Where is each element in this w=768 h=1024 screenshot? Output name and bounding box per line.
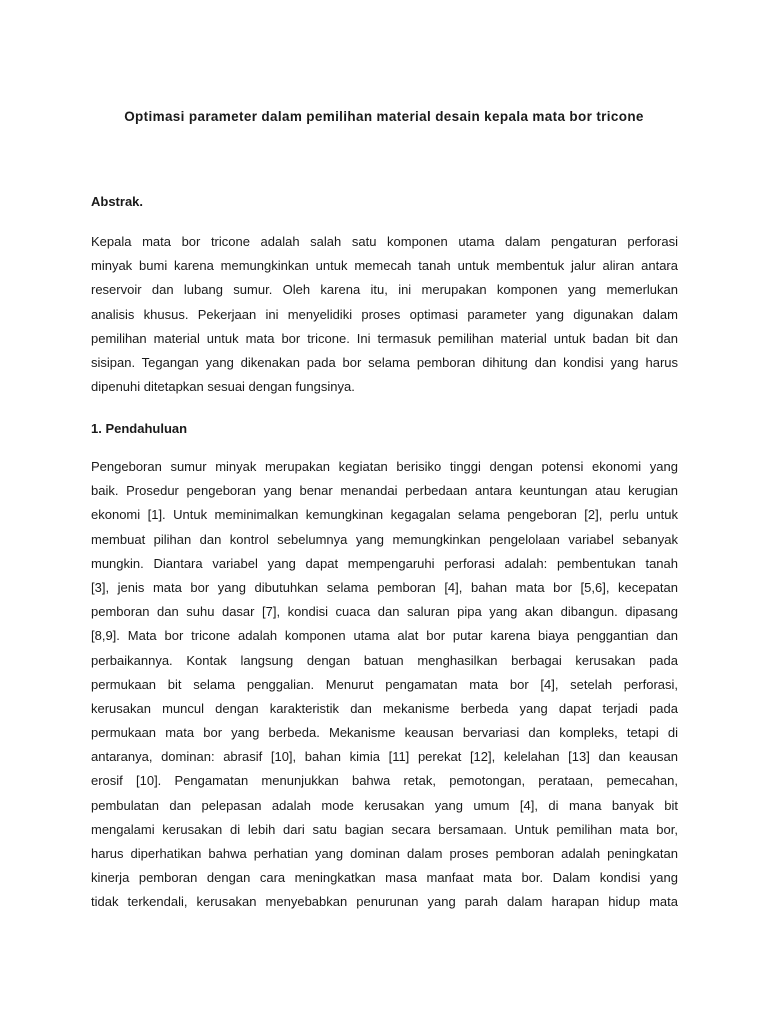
text-line: tidak terkendali, kerusakan menyebabkan penurunan yang parah dalam harapan hidup mata bbox=[91, 894, 678, 910]
text-line: dipenuhi ditetapkan sesuai dengan fungsinya. bbox=[91, 379, 355, 395]
text-line: membuat pilihan dan kontrol sebelumnya yang memungkinkan pengelolaan variabel sebanyak bbox=[91, 531, 678, 547]
text-line: Pengeboran sumur minyak merupakan kegiatan berisiko tinggi dengan potensi ekonomi yang bbox=[91, 459, 678, 474]
text-line: permukaan bit selama penggalian. Menurut pengamatan mata bor [4], setelah perforasi, bbox=[91, 676, 678, 692]
text-line: Kepala mata bor tricone adalah salah satu komponen utama dalam pengaturan perforasi bbox=[91, 234, 678, 249]
text-line: permukaan mata bor yang berbeda. Mekanisme keausan bervariasi dan kompleks, tetapi di bbox=[91, 725, 678, 741]
document-title: Optimasi parameter dalam pemilihan material desain kepala mata bor tricone bbox=[124, 109, 644, 124]
text-line: sisipan. Tegangan yang dikenakan pada bor selama pemboran dihitung dan kondisi yang harus bbox=[91, 354, 678, 370]
text-line: kinerja pemboran dengan cara meningkatkan masa manfaat mata bor. Dalam kondisi yang bbox=[91, 870, 678, 886]
text-line: harus diperhatikan bahwa perhatian yang dominan dalam proses pemboran adalah peningkatan bbox=[91, 846, 678, 861]
introduction-paragraph bbox=[91, 455, 678, 915]
text-line: analisis khusus. Pekerjaan ini menyelidiki proses optimasi parameter yang digunakan dalam bbox=[91, 306, 678, 322]
text-line: baik. Prosedur pengeboran yang benar menandai perbedaan antara keuntungan atau kerugian bbox=[91, 483, 678, 499]
text-line: kerusakan muncul dengan karakteristik dan mekanisme berbeda yang dapat terjadi pada bbox=[91, 700, 678, 716]
abstract-heading: Abstrak. bbox=[91, 194, 144, 209]
section-heading-introduction: 1. Pendahuluan bbox=[91, 421, 188, 436]
text-line: minyak bumi karena memungkinkan untuk memecah tanah untuk membentuk jalur aliran antara bbox=[91, 258, 678, 274]
text-line: [3], jenis mata bor yang dibutuhkan selama pemboran [4], bahan mata bor [5,6], kecepatan bbox=[91, 579, 678, 595]
text-line: mungkin. Diantara variabel yang dapat mempengaruhi perforasi adalah: pembentukan tanah bbox=[91, 555, 678, 571]
text-line: pemboran dan suhu dasar [7], kondisi cuaca dan saluran pipa yang akan dibangun. dipasang bbox=[91, 604, 678, 620]
text-line: ekonomi [1]. Untuk meminimalkan kemungkinan kegagalan selama pengeboran [2], perlu untuk bbox=[91, 507, 678, 523]
text-line: erosif [10]. Pengamatan menunjukkan bahwa retak, pemotongan, perataan, pemecahan, bbox=[91, 773, 678, 789]
text-line: reservoir dan lubang sumur. Oleh karena itu, ini merupakan komponen yang memerlukan bbox=[91, 282, 678, 298]
abstract-paragraph bbox=[91, 230, 678, 399]
text-line: pembulatan dan pelepasan adalah mode kerusakan yang umum [4], di mana banyak bit bbox=[91, 797, 678, 813]
text-line: mengalami kerusakan di lebih dari satu bagian secara bersamaan. Untuk pemilihan mata bor, bbox=[91, 821, 678, 837]
text-line: antaranya, dominan: abrasif [10], bahan kimia [11] perekat [12], kelelahan [13] dan keausan bbox=[91, 749, 678, 765]
text-line: pemilihan material untuk mata bor tricone. Ini termasuk pemilihan material untuk badan bit dan bbox=[91, 330, 678, 346]
text-line: [8,9]. Mata bor tricone adalah komponen utama alat bor putar karena biaya penggantian dan bbox=[91, 628, 678, 644]
text-line: perbaikannya. Kontak langsung dengan batuan menghasilkan berbagai kerusakan pada bbox=[91, 652, 678, 668]
